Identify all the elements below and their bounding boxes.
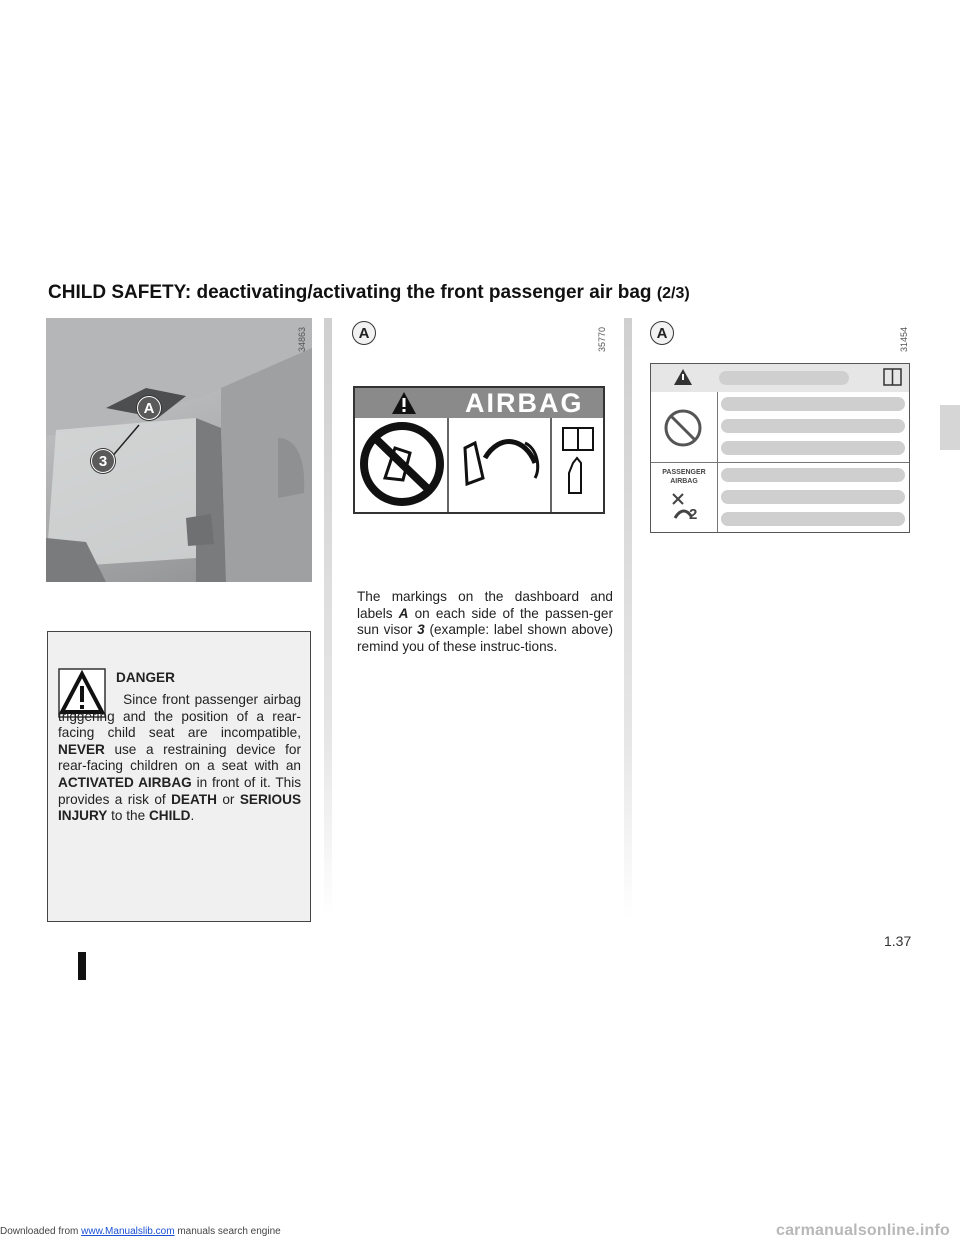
body-text-part: on each side of the passen-ger sun visor — [357, 605, 613, 638]
callout-A: A — [137, 396, 161, 420]
airbag-warning-label — [353, 386, 605, 514]
danger-emphasis: CHILD — [148, 808, 191, 824]
danger-text-part: or — [222, 791, 235, 807]
danger-text-part: to the — [111, 808, 146, 824]
airbag-label-pictograms — [355, 418, 603, 512]
manual-book-icon — [883, 367, 903, 387]
danger-text-part: Since front passenger airbag triggering and the position of a rear-facing child seat are incompatible, — [58, 692, 302, 741]
airbag-word: AIRBAG — [465, 388, 584, 418]
page-number: 1.37 — [884, 933, 912, 949]
warning-triangle-icon — [391, 391, 417, 415]
airbag-label-header — [355, 388, 603, 418]
placeholder-bar — [721, 397, 905, 411]
instruction-paragraph — [357, 589, 613, 655]
placeholder-bar — [721, 490, 905, 504]
placeholder-bar — [721, 468, 905, 482]
danger-emphasis: ACTIVATED AIRBAG — [58, 774, 192, 790]
page-title-main: CHILD SAFETY: deactivating/activating the front passenger air bag — [48, 282, 652, 303]
passenger-airbag-label — [650, 363, 910, 533]
body-ref-A: A — [398, 605, 409, 621]
danger-text — [58, 692, 301, 825]
placeholder-bar — [719, 371, 849, 385]
download-source-note — [0, 1226, 281, 1237]
download-suffix: manuals search engine — [177, 1226, 281, 1237]
body-text-part: The markings on the dashboard and labels — [357, 589, 613, 621]
photo-ref-code: 34863 — [297, 326, 307, 352]
section-tab — [940, 405, 960, 450]
danger-text-part: . — [190, 808, 195, 824]
page-title-part: (2/3) — [656, 285, 690, 302]
manualslib-link[interactable]: www.Manualslib.com — [81, 1226, 175, 1237]
column-divider — [624, 318, 632, 918]
callout-3: 3 — [91, 449, 115, 473]
download-prefix: Downloaded from — [0, 1226, 79, 1237]
label2-ref-code: 31454 — [899, 326, 909, 352]
figure-A-marker-2: A — [650, 321, 674, 345]
passenger-airbag-text: PASSENGER AIRBAG — [662, 469, 706, 485]
danger-emphasis: NEVER — [58, 741, 105, 757]
placeholder-bar — [721, 419, 905, 433]
airbag-ref-code: 35770 — [597, 326, 607, 352]
no-child-seat-icon — [663, 408, 703, 448]
marker-block — [78, 952, 86, 980]
placeholder-bar — [721, 512, 905, 526]
danger-emphasis: SERIOUS INJURY — [58, 791, 302, 824]
airbag-count: 2 — [689, 506, 698, 523]
danger-title: DANGER — [116, 670, 175, 685]
placeholder-bar — [721, 441, 905, 455]
body-ref-3: 3 — [417, 622, 425, 638]
watermark: carmanualsonline.info — [775, 1222, 950, 1239]
warning-triangle-icon — [673, 368, 693, 386]
danger-text-part: in front of it. This provides a risk of — [58, 774, 302, 807]
danger-text-part: use a restraining device for rear-facing children on a seat with an — [58, 741, 301, 774]
body-text-part: (example: label shown above) remind you of these instruc-tions. — [357, 622, 613, 654]
car-interior-illustration — [46, 318, 312, 582]
danger-box — [47, 631, 311, 922]
figure-A-marker: A — [352, 321, 376, 345]
page-title — [48, 282, 690, 304]
column-divider — [324, 318, 332, 918]
sun-visor-photo — [46, 318, 312, 582]
danger-emphasis: DEATH — [171, 791, 217, 807]
